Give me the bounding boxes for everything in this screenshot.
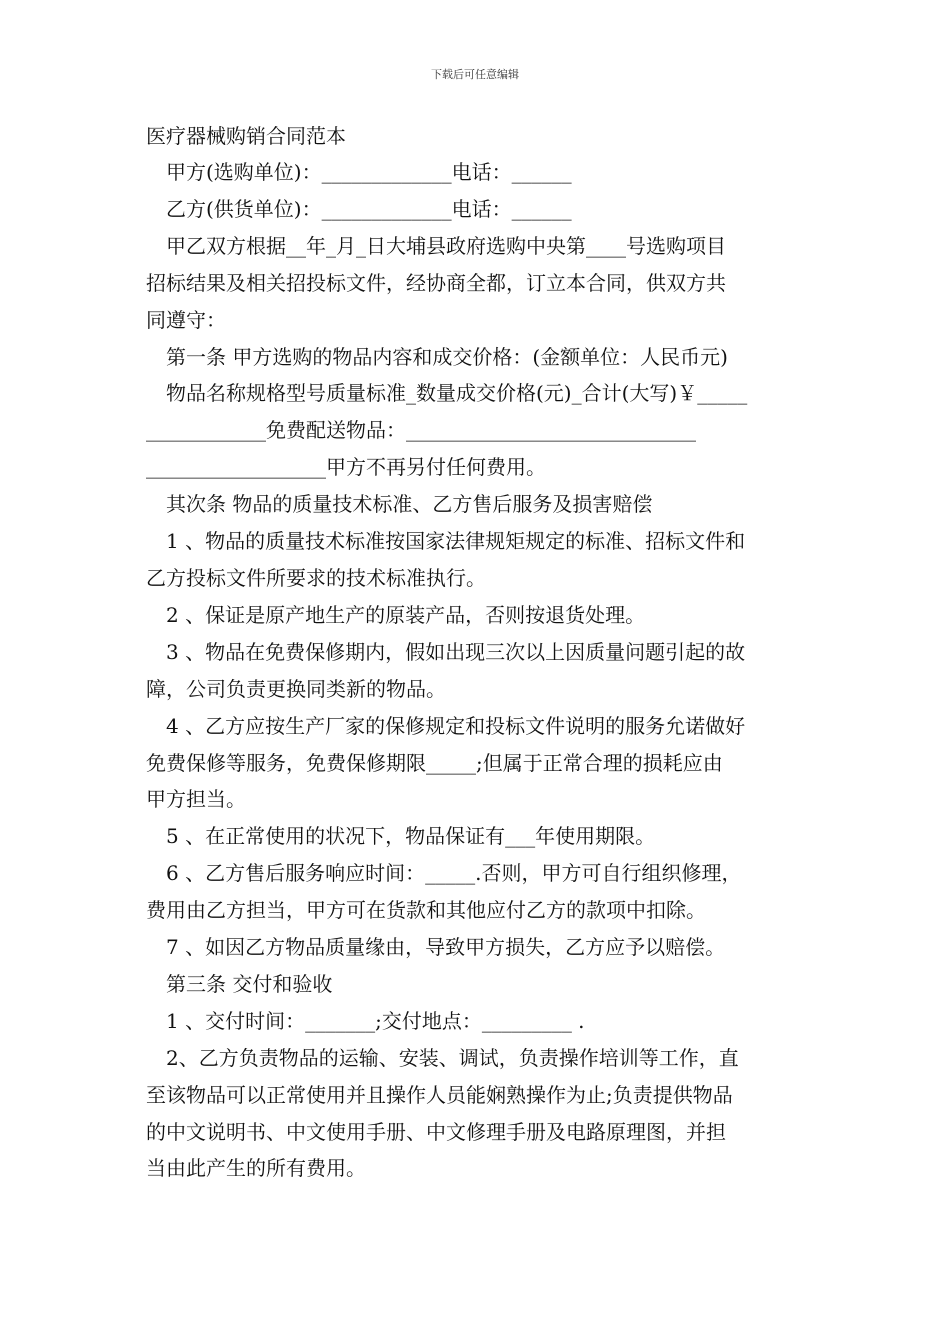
document-line: 费用由乙方担当，甲方可在货款和其他应付乙方的款项中扣除。 bbox=[146, 898, 706, 923]
document-line: __________________甲方不再另付任何费用。 bbox=[146, 455, 546, 480]
document-line: 障，公司负责更换同类新的物品。 bbox=[146, 676, 446, 701]
document-line: 甲乙双方根据__年_月_日大埔县政府选购中央第____号选购项目 bbox=[166, 233, 726, 258]
document-line: 1 、交付时间：_______;交付地点：_________ . bbox=[166, 1008, 585, 1033]
document-line: 乙方投标文件所要求的技术标准执行。 bbox=[146, 565, 486, 590]
document-line: 至该物品可以正常使用并且操作人员能娴熟操作为止;负责提供物品 bbox=[146, 1082, 733, 1107]
document-line: 免费保修等服务，免费保修期限_____;但属于正常合理的损耗应由 bbox=[146, 750, 723, 775]
document-line: 2、乙方负责物品的运输、安装、调试，负责操作培训等工作，直 bbox=[166, 1045, 739, 1070]
document-line: ____________免费配送物品：_____________________________ bbox=[146, 418, 696, 443]
document-line: 第三条 交付和验收 bbox=[166, 971, 333, 996]
document-line: 5 、在正常使用的状况下，物品保证有___年使用期限。 bbox=[166, 824, 656, 849]
document-line: 乙方(供货单位)：_____________电话：______ bbox=[166, 196, 572, 221]
document-title: 医疗器械购销合同范本 bbox=[146, 124, 346, 148]
document-line: 当由此产生的所有费用。 bbox=[146, 1156, 366, 1181]
document-line: 4 、乙方应按生产厂家的保修规定和投标文件说明的服务允诺做好 bbox=[166, 713, 746, 738]
document-line: 3 、物品在免费保修期内，假如出现三次以上因质量问题引起的故 bbox=[166, 639, 746, 664]
document-line: 甲方担当。 bbox=[146, 787, 246, 812]
document-line: 物品名称规格型号质量标准_数量成交价格(元)_合计(大写)￥_____ bbox=[166, 381, 748, 406]
document-line: 甲方(选购单位)：_____________电话：______ bbox=[166, 160, 572, 184]
document-body bbox=[146, 154, 810, 1187]
document-line: 的中文说明书、中文使用手册、中文修理手册及电路原理图，并担 bbox=[146, 1119, 726, 1144]
document-line: 2 、保证是原产地生产的原装产品，否则按退货处理。 bbox=[166, 602, 646, 627]
document-line: 其次条 物品的质量技术标准、乙方售后服务及损害赔偿 bbox=[166, 492, 653, 517]
document-line: 招标结果及相关招投标文件，经协商全都，订立本合同，供双方共 bbox=[146, 270, 726, 295]
page-header: 下载后可任意编辑 bbox=[431, 68, 519, 81]
document-line: 第一条 甲方选购的物品内容和成交价格：(金额单位：人民币元) bbox=[166, 344, 728, 369]
document-line: 同遵守： bbox=[146, 307, 226, 332]
document-line: 6 、乙方售后服务响应时间：_____.否则，甲方可自行组织修理， bbox=[166, 861, 742, 886]
document-line: 1 、物品的质量技术标准按国家法律规矩规定的标准、招标文件和 bbox=[166, 529, 746, 554]
document-line: 7 、如因乙方物品质量缘由，导致甲方损失，乙方应予以赔偿。 bbox=[166, 935, 726, 960]
